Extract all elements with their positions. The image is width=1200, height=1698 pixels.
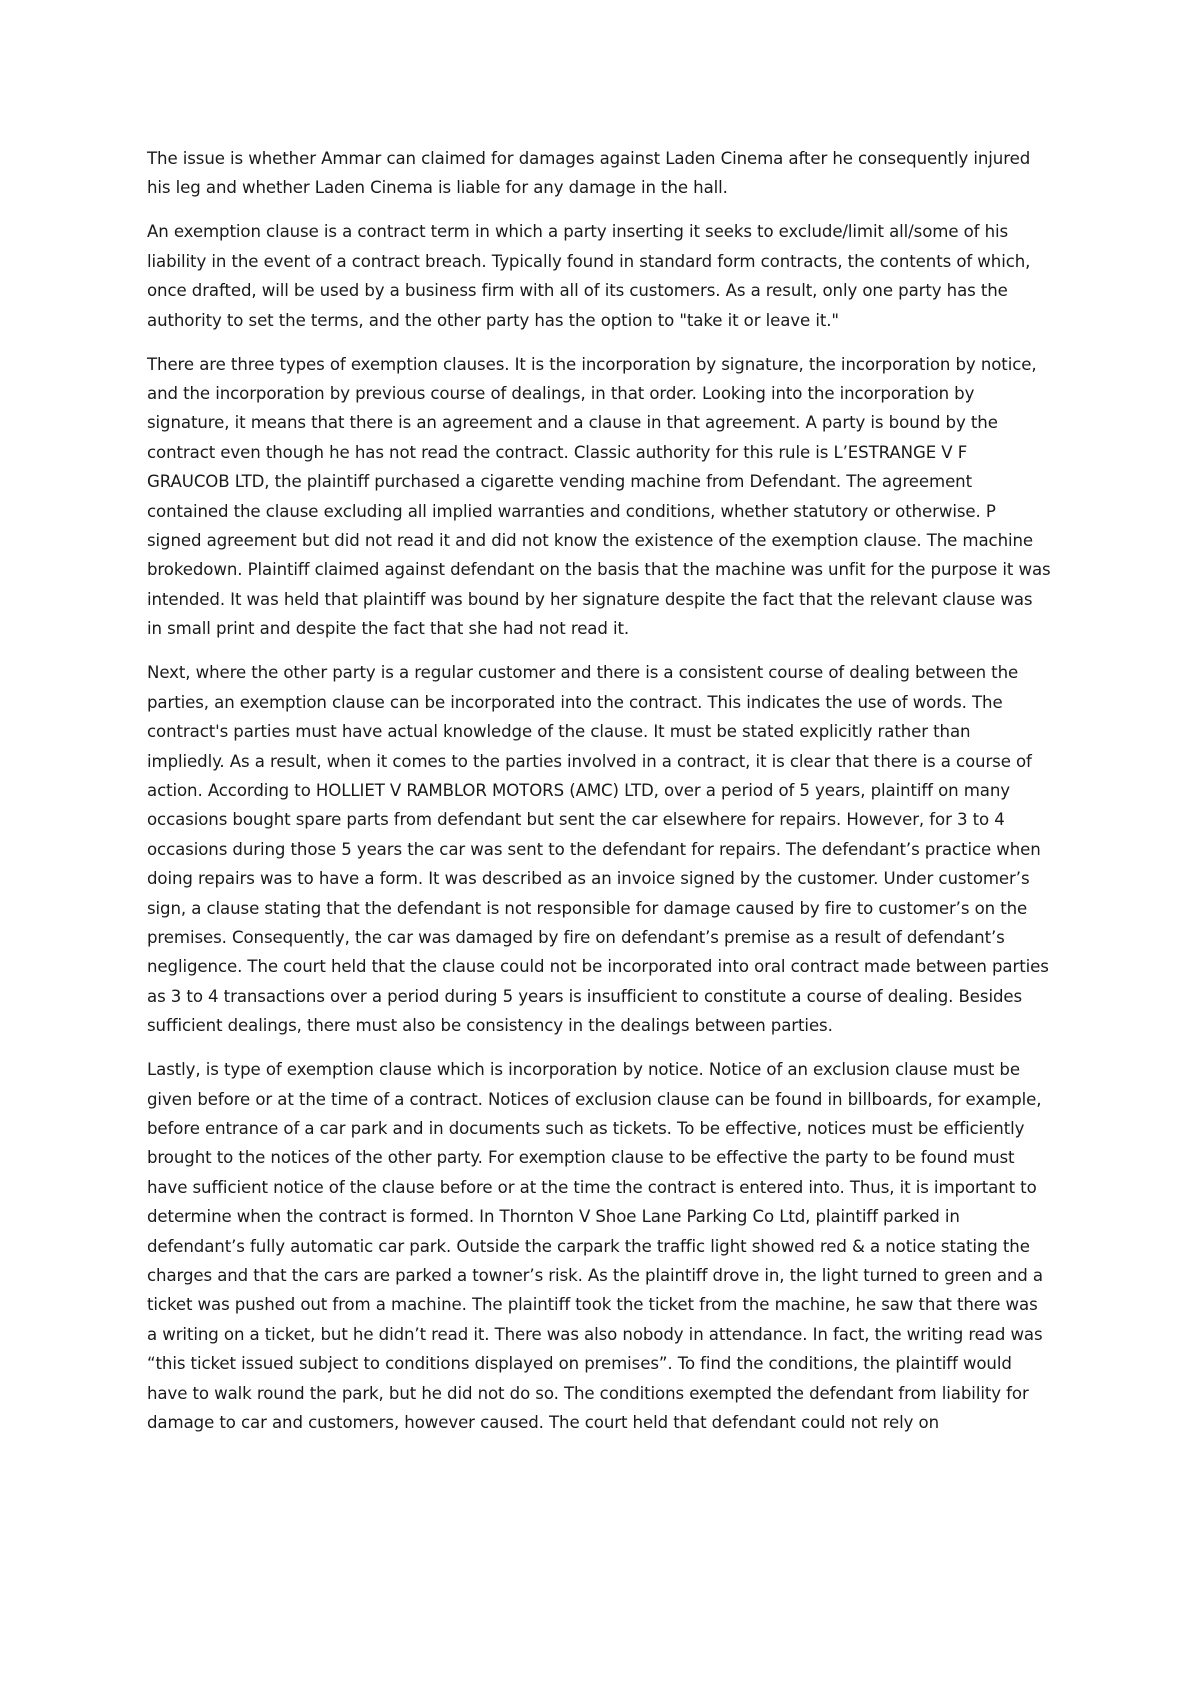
paragraph-exemption-clause-definition: An exemption clause is a contract term in which a party inserting it seeks to exclude/limit all/some of his liability in the event of a contract breach. Typically found in standard form contracts, the contents of which, once drafted, will be used by a business firm with all of its customers. As a result, only one party has the authority to set the terms, and the other party has the option to "take it or leave it." [147,222,1031,330]
paragraph-incorporation-by-signature: There are three types of exemption clauses. It is the incorporation by signature, the incorporation by notice, and the incorporation by previous course of dealings, in that order. Looking into the incorporation by signature, it means that there is an agreement and a clause in that agreement. A party is bound by the contract even though he has not read the contract. Classic authority for this rule is L’ESTRANGE V F GRAUCOB LTD, the plaintiff purchased a cigarette vending machine from Defendant. The agreement contained the clause excluding all implied warranties and conditions, whether statutory or otherwise. P signed agreement but did not read it and did not know the existence of the exemption clause. The machine brokedown. Plaintiff claimed against defendant on the basis that the machine was unfit for the purpose it was intended. It was held that plaintiff was bound by her signature despite the fact that the relevant clause was in small print and despite the fact that she had not read it. [147,354,1051,639]
paragraph-issue: The issue is whether Ammar can claimed for damages against Laden Cinema after he consequently injured his leg and whether Laden Cinema is liable for any damage in the hall. [147,149,1031,198]
paragraph-incorporation-by-notice: Lastly, is type of exemption clause which is incorporation by notice. Notice of an exclusion clause must be given before or at the time of a contract. Notices of exclusion clause can be found in billboards, for example, before entrance of a car park and in documents such as tickets. To be effective, notices must be efficiently brought to the notices of the other party. For exemption clause to be effective the party to be found must have sufficient notice of the clause before or at the time the contract is entered into. Thus, it is important to determine when the contract is formed. In Thornton V Shoe Lane Parking Co Ltd, plaintiff parked in defendant’s fully automatic car park. Outside the carpark the traffic light showed red & a notice stating the charges and that the cars are parked a towner’s risk. As the plaintiff drove in, the light turned to green and a ticket was pushed out from a machine. The plaintiff took the ticket from the machine, he saw that there was a writing on a ticket, but he didn’t read it. There was also nobody in attendance. In fact, the writing read was “this ticket issued subject to conditions displayed on premises”. To find the conditions, the plaintiff would have to walk round the park, but he did not do so. The conditions exempted the defendant from liability for damage to car and customers, however caused. The court held that defendant could not rely on [147,1060,1043,1433]
paragraph-course-of-dealing: Next, where the other party is a regular customer and there is a consistent course of dealing between the parties, an exemption clause can be incorporated into the contract. This indicates the use of words. The contract's parties must have actual knowledge of the clause. It must be stated explicitly rather than impliedly. As a result, when it comes to the parties involved in a contract, it is clear that there is a course of action. According to HOLLIET V RAMBLOR MOTORS (AMC) LTD, over a period of 5 years, plaintiff on many occasions bought spare parts from defendant but sent the car elsewhere for repairs. However, for 3 to 4 occasions during those 5 years the car was sent to the defendant for repairs. The defendant’s practice when doing repairs was to have a form. It was described as an invoice signed by the customer. Under customer’s sign, a clause stating that the defendant is not responsible for damage caused by fire to customer’s on the premises. Consequently, the car was damaged by fire on defendant’s premise as a result of defendant’s negligence. The court held that the clause could not be incorporated into oral contract made between parties as 3 to 4 transactions over a period during 5 years is insufficient to constitute a course of dealing. Besides sufficient dealings, there must also be consistency in the dealings between parties. [147,663,1049,1036]
document-body [147,144,1052,1452]
